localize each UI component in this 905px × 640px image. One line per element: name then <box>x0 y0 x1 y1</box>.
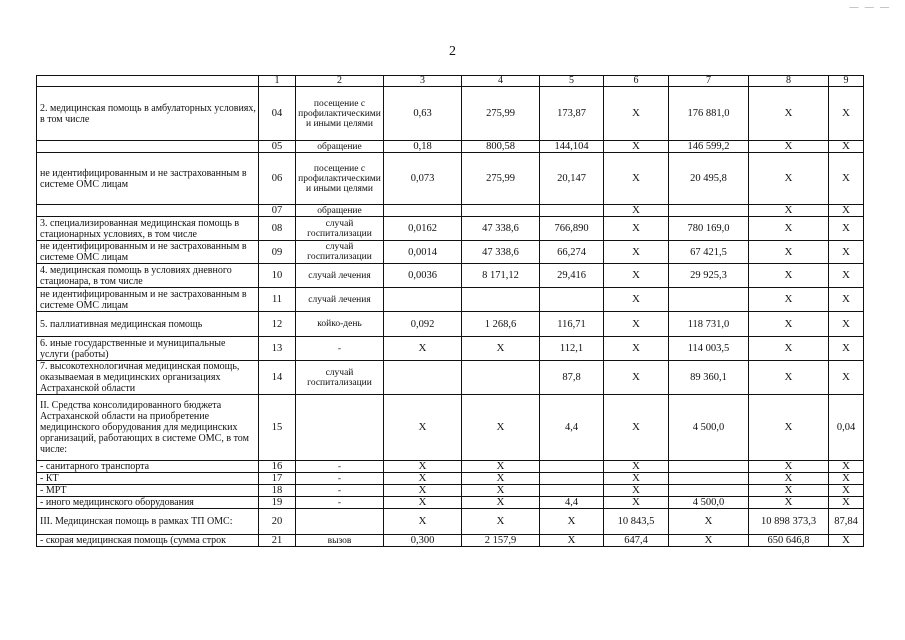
value-cell: X <box>669 509 749 535</box>
indicator-name-cell <box>37 141 259 153</box>
row-code-cell: 06 <box>259 153 296 205</box>
row-code-cell: 19 <box>259 497 296 509</box>
value-cell: 0,0014 <box>384 241 462 264</box>
value-cell: X <box>749 485 829 497</box>
indicator-name-cell: III. Медицинская помощь в рамках ТП ОМС: <box>37 509 259 535</box>
value-cell: 4 500,0 <box>669 395 749 461</box>
value-cell: 8 171,12 <box>462 264 540 288</box>
value-cell <box>540 205 604 217</box>
unit-cell <box>296 509 384 535</box>
value-cell: X <box>829 312 864 337</box>
table-row <box>37 485 864 497</box>
value-cell: X <box>462 395 540 461</box>
value-cell: X <box>604 87 669 141</box>
value-cell: 173,87 <box>540 87 604 141</box>
row-code-cell: 08 <box>259 217 296 241</box>
table-row <box>37 288 864 312</box>
value-cell: X <box>604 153 669 205</box>
row-code-cell: 10 <box>259 264 296 288</box>
value-cell: 67 421,5 <box>669 241 749 264</box>
value-cell: 176 881,0 <box>669 87 749 141</box>
row-code-cell: 09 <box>259 241 296 264</box>
indicator-name-cell: - скорая медицинская помощь (сумма строк <box>37 535 259 547</box>
indicator-name-cell <box>37 205 259 217</box>
unit-cell: случай госпитализации <box>296 361 384 395</box>
value-cell: 4 500,0 <box>669 497 749 509</box>
unit-cell: случай лечения <box>296 288 384 312</box>
row-code-cell: 07 <box>259 205 296 217</box>
value-cell: 0,18 <box>384 141 462 153</box>
unit-cell: - <box>296 473 384 485</box>
value-cell: X <box>749 473 829 485</box>
value-cell: X <box>829 205 864 217</box>
table-header-row <box>37 76 864 87</box>
header-cell: 8 <box>749 76 829 87</box>
value-cell: X <box>749 217 829 241</box>
value-cell <box>669 205 749 217</box>
row-code-cell: 18 <box>259 485 296 497</box>
value-cell <box>540 473 604 485</box>
corner-mark: — — — <box>849 2 891 12</box>
header-cell: 2 <box>296 76 384 87</box>
value-cell: X <box>749 264 829 288</box>
header-cell: 7 <box>669 76 749 87</box>
table-row <box>37 153 864 205</box>
unit-cell: койко-день <box>296 312 384 337</box>
value-cell: 47 338,6 <box>462 217 540 241</box>
value-cell: X <box>604 361 669 395</box>
value-cell: X <box>384 485 462 497</box>
value-cell: X <box>749 461 829 473</box>
value-cell: 0,092 <box>384 312 462 337</box>
value-cell: 275,99 <box>462 87 540 141</box>
value-cell: 29,416 <box>540 264 604 288</box>
value-cell: 4,4 <box>540 395 604 461</box>
unit-cell: обращение <box>296 141 384 153</box>
value-cell: 4,4 <box>540 497 604 509</box>
value-cell: 2 157,9 <box>462 535 540 547</box>
table-row <box>37 361 864 395</box>
row-code-cell: 13 <box>259 337 296 361</box>
indicator-name-cell: не идентифицированным и не застрахованным в системе ОМС лицам <box>37 153 259 205</box>
header-cell: 1 <box>259 76 296 87</box>
value-cell: X <box>829 217 864 241</box>
unit-cell: случай госпитализации <box>296 217 384 241</box>
value-cell: X <box>829 535 864 547</box>
value-cell: X <box>829 461 864 473</box>
value-cell: 47 338,6 <box>462 241 540 264</box>
value-cell: X <box>749 205 829 217</box>
value-cell: 144,104 <box>540 141 604 153</box>
value-cell: 0,300 <box>384 535 462 547</box>
header-cell: 5 <box>540 76 604 87</box>
row-code-cell: 11 <box>259 288 296 312</box>
value-cell: X <box>604 241 669 264</box>
value-cell: X <box>829 361 864 395</box>
value-cell: X <box>749 361 829 395</box>
value-cell <box>384 205 462 217</box>
unit-cell: - <box>296 497 384 509</box>
value-cell: X <box>604 497 669 509</box>
unit-cell <box>296 395 384 461</box>
value-cell <box>669 461 749 473</box>
row-code-cell: 12 <box>259 312 296 337</box>
table-row <box>37 337 864 361</box>
unit-cell: обращение <box>296 205 384 217</box>
value-cell: X <box>829 473 864 485</box>
table-row <box>37 461 864 473</box>
table-row <box>37 205 864 217</box>
value-cell: X <box>829 497 864 509</box>
unit-cell: - <box>296 461 384 473</box>
value-cell: X <box>462 337 540 361</box>
value-cell: 0,63 <box>384 87 462 141</box>
value-cell: X <box>604 141 669 153</box>
indicator-name-cell: 3. специализированная медицинская помощь в стационарных условиях, в том числе <box>37 217 259 241</box>
value-cell: X <box>604 217 669 241</box>
header-cell <box>37 76 259 87</box>
unit-cell: посещение с профилактическими и иными целями <box>296 153 384 205</box>
value-cell: X <box>829 337 864 361</box>
table-row <box>37 264 864 288</box>
unit-cell: случай госпитализации <box>296 241 384 264</box>
value-cell: X <box>384 461 462 473</box>
value-cell: 146 599,2 <box>669 141 749 153</box>
value-cell: X <box>604 205 669 217</box>
value-cell: 114 003,5 <box>669 337 749 361</box>
value-cell: X <box>749 497 829 509</box>
value-cell: X <box>749 312 829 337</box>
value-cell: 87,8 <box>540 361 604 395</box>
value-cell: 0,0162 <box>384 217 462 241</box>
indicator-name-cell: не идентифицированным и не застрахованным в системе ОМС лицам <box>37 241 259 264</box>
value-cell: 29 925,3 <box>669 264 749 288</box>
indicator-name-cell: 4. медицинская помощь в условиях дневного стационара, в том числе <box>37 264 259 288</box>
value-cell <box>669 473 749 485</box>
unit-cell: посещение с профилактическими и иными целями <box>296 87 384 141</box>
value-cell <box>384 288 462 312</box>
unit-cell: случай лечения <box>296 264 384 288</box>
indicator-name-cell: 2. медицинская помощь в амбулаторных условиях, в том числе <box>37 87 259 141</box>
value-cell: X <box>540 535 604 547</box>
table-row <box>37 217 864 241</box>
indicator-name-cell: - иного медицинского оборудования <box>37 497 259 509</box>
value-cell: 780 169,0 <box>669 217 749 241</box>
value-cell: 766,890 <box>540 217 604 241</box>
value-cell: 20,147 <box>540 153 604 205</box>
value-cell: X <box>462 497 540 509</box>
value-cell: X <box>384 497 462 509</box>
value-cell: 118 731,0 <box>669 312 749 337</box>
value-cell: 116,71 <box>540 312 604 337</box>
value-cell: X <box>604 485 669 497</box>
value-cell: X <box>829 87 864 141</box>
value-cell: 87,84 <box>829 509 864 535</box>
value-cell: X <box>749 87 829 141</box>
value-cell: 10 898 373,3 <box>749 509 829 535</box>
row-code-cell: 17 <box>259 473 296 485</box>
row-code-cell: 20 <box>259 509 296 535</box>
value-cell: 10 843,5 <box>604 509 669 535</box>
value-cell: X <box>749 337 829 361</box>
header-cell: 3 <box>384 76 462 87</box>
value-cell: 89 360,1 <box>669 361 749 395</box>
table-row <box>37 509 864 535</box>
row-code-cell: 21 <box>259 535 296 547</box>
value-cell: X <box>749 153 829 205</box>
indicator-name-cell: 5. паллиативная медицинская помощь <box>37 312 259 337</box>
value-cell <box>669 485 749 497</box>
row-code-cell: 14 <box>259 361 296 395</box>
table-row <box>37 241 864 264</box>
value-cell <box>462 205 540 217</box>
value-cell: X <box>604 395 669 461</box>
value-cell: 800,58 <box>462 141 540 153</box>
value-cell: X <box>604 288 669 312</box>
page-number: 2 <box>449 44 456 59</box>
indicator-name-cell: - МРТ <box>37 485 259 497</box>
table-row <box>37 497 864 509</box>
value-cell: X <box>749 288 829 312</box>
table-row <box>37 141 864 153</box>
value-cell: X <box>829 288 864 312</box>
indicator-name-cell: не идентифицированным и не застрахованным в системе ОМС лицам <box>37 288 259 312</box>
value-cell: 0,0036 <box>384 264 462 288</box>
row-code-cell: 16 <box>259 461 296 473</box>
value-cell: 275,99 <box>462 153 540 205</box>
value-cell: 647,4 <box>604 535 669 547</box>
value-cell: X <box>604 337 669 361</box>
unit-cell: вызов <box>296 535 384 547</box>
value-cell: 0,073 <box>384 153 462 205</box>
value-cell: X <box>462 509 540 535</box>
value-cell: X <box>604 264 669 288</box>
value-cell <box>384 361 462 395</box>
value-cell: 66,274 <box>540 241 604 264</box>
value-cell: X <box>749 395 829 461</box>
table-row <box>37 87 864 141</box>
value-cell <box>669 288 749 312</box>
table-row <box>37 312 864 337</box>
value-cell: X <box>384 395 462 461</box>
value-cell: X <box>829 485 864 497</box>
table-row <box>37 473 864 485</box>
value-cell: X <box>829 241 864 264</box>
value-cell: X <box>384 509 462 535</box>
value-cell: 20 495,8 <box>669 153 749 205</box>
header-cell: 4 <box>462 76 540 87</box>
header-cell: 9 <box>829 76 864 87</box>
table-body <box>37 76 864 547</box>
value-cell: 112,1 <box>540 337 604 361</box>
value-cell <box>540 288 604 312</box>
value-cell: X <box>462 485 540 497</box>
header-cell: 6 <box>604 76 669 87</box>
value-cell: X <box>540 509 604 535</box>
value-cell: X <box>384 473 462 485</box>
value-cell: X <box>749 241 829 264</box>
value-cell: X <box>384 337 462 361</box>
table-row <box>37 395 864 461</box>
value-cell <box>462 361 540 395</box>
value-cell: X <box>462 461 540 473</box>
value-cell <box>540 485 604 497</box>
financing-table <box>36 75 864 547</box>
indicator-name-cell: 6. иные государственные и муниципальные услуги (работы) <box>37 337 259 361</box>
value-cell: X <box>829 141 864 153</box>
row-code-cell: 15 <box>259 395 296 461</box>
value-cell: 0,04 <box>829 395 864 461</box>
value-cell: X <box>829 264 864 288</box>
value-cell: X <box>669 535 749 547</box>
unit-cell: - <box>296 337 384 361</box>
row-code-cell: 05 <box>259 141 296 153</box>
indicator-name-cell: - КТ <box>37 473 259 485</box>
value-cell: X <box>604 461 669 473</box>
unit-cell: - <box>296 485 384 497</box>
value-cell: X <box>462 473 540 485</box>
indicator-name-cell: II. Средства консолидированного бюджета Астраханской области на приобретение медицинского оборудования для медицинских организаций, работающих в системе ОМС, в том числе: <box>37 395 259 461</box>
table-row <box>37 535 864 547</box>
indicator-name-cell: - санитарного транспорта <box>37 461 259 473</box>
row-code-cell: 04 <box>259 87 296 141</box>
value-cell: X <box>749 141 829 153</box>
value-cell: X <box>604 473 669 485</box>
value-cell: X <box>604 312 669 337</box>
value-cell: 1 268,6 <box>462 312 540 337</box>
value-cell: X <box>829 153 864 205</box>
indicator-name-cell: 7. высокотехнологичная медицинская помощь, оказываемая в медицинских организациях Астраханской области <box>37 361 259 395</box>
value-cell: 650 646,8 <box>749 535 829 547</box>
value-cell <box>462 288 540 312</box>
value-cell <box>540 461 604 473</box>
